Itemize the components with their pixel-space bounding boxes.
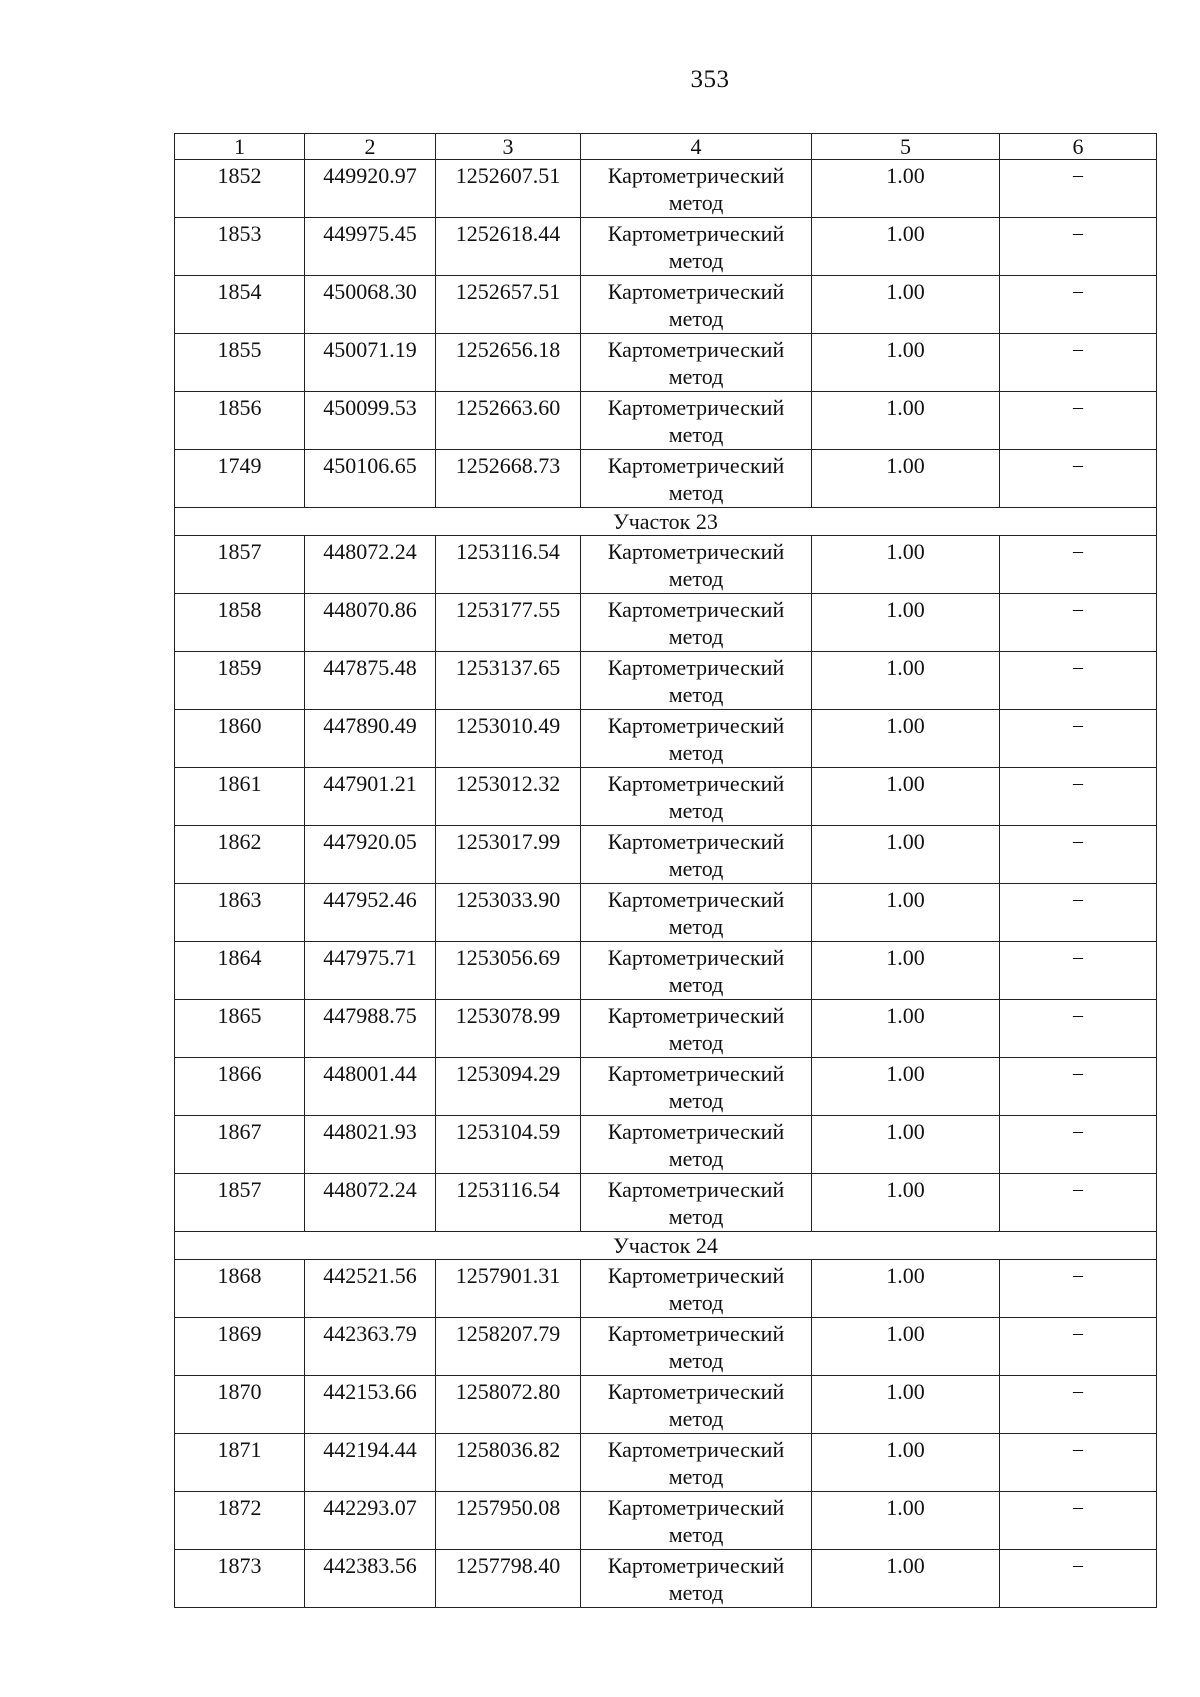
table-row (175, 392, 1157, 450)
note-cell: – (1000, 942, 1157, 1000)
y-coordinate-cell: 1253012.32 (436, 768, 581, 826)
accuracy-cell: 1.00 (812, 768, 1000, 826)
accuracy-cell: 1.00 (812, 942, 1000, 1000)
point-number-cell: 1857 (175, 1174, 305, 1232)
column-header: 5 (812, 134, 1000, 160)
note-cell: – (1000, 594, 1157, 652)
method-cell: Картометрический метод (581, 594, 812, 652)
table-row (175, 1318, 1157, 1376)
y-coordinate-cell: 1253010.49 (436, 710, 581, 768)
method-cell: Картометрический метод (581, 334, 812, 392)
point-number-cell: 1855 (175, 334, 305, 392)
note-cell: – (1000, 884, 1157, 942)
x-coordinate-cell: 450068.30 (305, 276, 436, 334)
note-cell: – (1000, 1116, 1157, 1174)
method-cell: Картометрический метод (581, 768, 812, 826)
point-number-cell: 1853 (175, 218, 305, 276)
x-coordinate-cell: 442153.66 (305, 1376, 436, 1434)
accuracy-cell: 1.00 (812, 1174, 1000, 1232)
note-cell: – (1000, 652, 1157, 710)
table-row (175, 536, 1157, 594)
method-cell: Картометрический метод (581, 392, 812, 450)
y-coordinate-cell: 1253033.90 (436, 884, 581, 942)
accuracy-cell: 1.00 (812, 450, 1000, 508)
y-coordinate-cell: 1252668.73 (436, 450, 581, 508)
method-cell: Картометрический метод (581, 536, 812, 594)
note-cell: – (1000, 160, 1157, 218)
note-cell: – (1000, 536, 1157, 594)
table-body (175, 134, 1157, 1608)
note-cell: – (1000, 1550, 1157, 1608)
y-coordinate-cell: 1252657.51 (436, 276, 581, 334)
note-cell: – (1000, 276, 1157, 334)
accuracy-cell: 1.00 (812, 1116, 1000, 1174)
point-number-cell: 1862 (175, 826, 305, 884)
accuracy-cell: 1.00 (812, 392, 1000, 450)
x-coordinate-cell: 450099.53 (305, 392, 436, 450)
table-row (175, 1058, 1157, 1116)
table-row (175, 218, 1157, 276)
y-coordinate-cell: 1253094.29 (436, 1058, 581, 1116)
y-coordinate-cell: 1253056.69 (436, 942, 581, 1000)
y-coordinate-cell: 1253116.54 (436, 536, 581, 594)
accuracy-cell: 1.00 (812, 1000, 1000, 1058)
y-coordinate-cell: 1258036.82 (436, 1434, 581, 1492)
note-cell: – (1000, 392, 1157, 450)
x-coordinate-cell: 447920.05 (305, 826, 436, 884)
header-row (175, 134, 1157, 160)
y-coordinate-cell: 1257798.40 (436, 1550, 581, 1608)
accuracy-cell: 1.00 (812, 1318, 1000, 1376)
point-number-cell: 1868 (175, 1260, 305, 1318)
method-cell: Картометрический метод (581, 1116, 812, 1174)
x-coordinate-cell: 450071.19 (305, 334, 436, 392)
point-number-cell: 1871 (175, 1434, 305, 1492)
accuracy-cell: 1.00 (812, 218, 1000, 276)
accuracy-cell: 1.00 (812, 276, 1000, 334)
x-coordinate-cell: 447901.21 (305, 768, 436, 826)
note-cell: – (1000, 1434, 1157, 1492)
table-row (175, 1492, 1157, 1550)
table-row (175, 1550, 1157, 1608)
point-number-cell: 1860 (175, 710, 305, 768)
column-header: 2 (305, 134, 436, 160)
accuracy-cell: 1.00 (812, 710, 1000, 768)
table-row (175, 768, 1157, 826)
coordinates-table (174, 133, 1157, 1608)
table-row (175, 1376, 1157, 1434)
point-number-cell: 1869 (175, 1318, 305, 1376)
section-row (175, 1232, 1157, 1260)
x-coordinate-cell: 447975.71 (305, 942, 436, 1000)
note-cell: – (1000, 768, 1157, 826)
point-number-cell: 1870 (175, 1376, 305, 1434)
accuracy-cell: 1.00 (812, 652, 1000, 710)
y-coordinate-cell: 1253116.54 (436, 1174, 581, 1232)
method-cell: Картометрический метод (581, 710, 812, 768)
method-cell: Картометрический метод (581, 652, 812, 710)
note-cell: – (1000, 1260, 1157, 1318)
y-coordinate-cell: 1252618.44 (436, 218, 581, 276)
table-row (175, 594, 1157, 652)
point-number-cell: 1852 (175, 160, 305, 218)
x-coordinate-cell: 442194.44 (305, 1434, 436, 1492)
table-row (175, 710, 1157, 768)
x-coordinate-cell: 447952.46 (305, 884, 436, 942)
method-cell: Картометрический метод (581, 450, 812, 508)
point-number-cell: 1873 (175, 1550, 305, 1608)
note-cell: – (1000, 218, 1157, 276)
x-coordinate-cell: 448072.24 (305, 1174, 436, 1232)
note-cell: – (1000, 1058, 1157, 1116)
section-title: Участок 23 (175, 508, 1157, 536)
x-coordinate-cell: 450106.65 (305, 450, 436, 508)
table-row (175, 884, 1157, 942)
y-coordinate-cell: 1257950.08 (436, 1492, 581, 1550)
y-coordinate-cell: 1258072.80 (436, 1376, 581, 1434)
note-cell: – (1000, 1318, 1157, 1376)
accuracy-cell: 1.00 (812, 594, 1000, 652)
note-cell: – (1000, 710, 1157, 768)
column-header: 3 (436, 134, 581, 160)
method-cell: Картометрический метод (581, 1550, 812, 1608)
x-coordinate-cell: 442293.07 (305, 1492, 436, 1550)
point-number-cell: 1856 (175, 392, 305, 450)
column-header: 1 (175, 134, 305, 160)
method-cell: Картометрический метод (581, 1000, 812, 1058)
point-number-cell: 1859 (175, 652, 305, 710)
column-header: 4 (581, 134, 812, 160)
table-row (175, 652, 1157, 710)
method-cell: Картометрический метод (581, 942, 812, 1000)
x-coordinate-cell: 442363.79 (305, 1318, 436, 1376)
x-coordinate-cell: 449920.97 (305, 160, 436, 218)
y-coordinate-cell: 1253017.99 (436, 826, 581, 884)
point-number-cell: 1867 (175, 1116, 305, 1174)
section-title: Участок 24 (175, 1232, 1157, 1260)
accuracy-cell: 1.00 (812, 536, 1000, 594)
note-cell: – (1000, 826, 1157, 884)
table-row (175, 450, 1157, 508)
table-row (175, 826, 1157, 884)
accuracy-cell: 1.00 (812, 1434, 1000, 1492)
accuracy-cell: 1.00 (812, 334, 1000, 392)
method-cell: Картометрический метод (581, 1058, 812, 1116)
accuracy-cell: 1.00 (812, 884, 1000, 942)
point-number-cell: 1863 (175, 884, 305, 942)
x-coordinate-cell: 448021.93 (305, 1116, 436, 1174)
note-cell: – (1000, 450, 1157, 508)
x-coordinate-cell: 448001.44 (305, 1058, 436, 1116)
accuracy-cell: 1.00 (812, 1058, 1000, 1116)
method-cell: Картометрический метод (581, 1318, 812, 1376)
y-coordinate-cell: 1257901.31 (436, 1260, 581, 1318)
note-cell: – (1000, 1492, 1157, 1550)
section-row (175, 508, 1157, 536)
note-cell: – (1000, 1000, 1157, 1058)
note-cell: – (1000, 1376, 1157, 1434)
point-number-cell: 1857 (175, 536, 305, 594)
method-cell: Картометрический метод (581, 276, 812, 334)
point-number-cell: 1858 (175, 594, 305, 652)
note-cell: – (1000, 1174, 1157, 1232)
table-row (175, 1000, 1157, 1058)
accuracy-cell: 1.00 (812, 1260, 1000, 1318)
table-row (175, 276, 1157, 334)
x-coordinate-cell: 442521.56 (305, 1260, 436, 1318)
accuracy-cell: 1.00 (812, 826, 1000, 884)
table-row (175, 1174, 1157, 1232)
accuracy-cell: 1.00 (812, 1376, 1000, 1434)
x-coordinate-cell: 448072.24 (305, 536, 436, 594)
table-row (175, 160, 1157, 218)
accuracy-cell: 1.00 (812, 1550, 1000, 1608)
method-cell: Картометрический метод (581, 1260, 812, 1318)
method-cell: Картометрический метод (581, 826, 812, 884)
point-number-cell: 1872 (175, 1492, 305, 1550)
x-coordinate-cell: 447890.49 (305, 710, 436, 768)
method-cell: Картометрический метод (581, 1376, 812, 1434)
note-cell: – (1000, 334, 1157, 392)
table-row (175, 1116, 1157, 1174)
y-coordinate-cell: 1253177.55 (436, 594, 581, 652)
y-coordinate-cell: 1253137.65 (436, 652, 581, 710)
y-coordinate-cell: 1253078.99 (436, 1000, 581, 1058)
column-header: 6 (1000, 134, 1157, 160)
y-coordinate-cell: 1252663.60 (436, 392, 581, 450)
y-coordinate-cell: 1252607.51 (436, 160, 581, 218)
x-coordinate-cell: 447988.75 (305, 1000, 436, 1058)
page-number: 353 (690, 66, 730, 93)
point-number-cell: 1864 (175, 942, 305, 1000)
point-number-cell: 1854 (175, 276, 305, 334)
x-coordinate-cell: 447875.48 (305, 652, 436, 710)
method-cell: Картометрический метод (581, 1174, 812, 1232)
point-number-cell: 1749 (175, 450, 305, 508)
method-cell: Картометрический метод (581, 160, 812, 218)
table-row (175, 1260, 1157, 1318)
method-cell: Картометрический метод (581, 1434, 812, 1492)
method-cell: Картометрический метод (581, 884, 812, 942)
table-row (175, 334, 1157, 392)
x-coordinate-cell: 442383.56 (305, 1550, 436, 1608)
point-number-cell: 1865 (175, 1000, 305, 1058)
x-coordinate-cell: 449975.45 (305, 218, 436, 276)
y-coordinate-cell: 1258207.79 (436, 1318, 581, 1376)
method-cell: Картометрический метод (581, 218, 812, 276)
x-coordinate-cell: 448070.86 (305, 594, 436, 652)
point-number-cell: 1866 (175, 1058, 305, 1116)
point-number-cell: 1861 (175, 768, 305, 826)
table-row (175, 1434, 1157, 1492)
accuracy-cell: 1.00 (812, 160, 1000, 218)
table-row (175, 942, 1157, 1000)
method-cell: Картометрический метод (581, 1492, 812, 1550)
accuracy-cell: 1.00 (812, 1492, 1000, 1550)
y-coordinate-cell: 1252656.18 (436, 334, 581, 392)
y-coordinate-cell: 1253104.59 (436, 1116, 581, 1174)
